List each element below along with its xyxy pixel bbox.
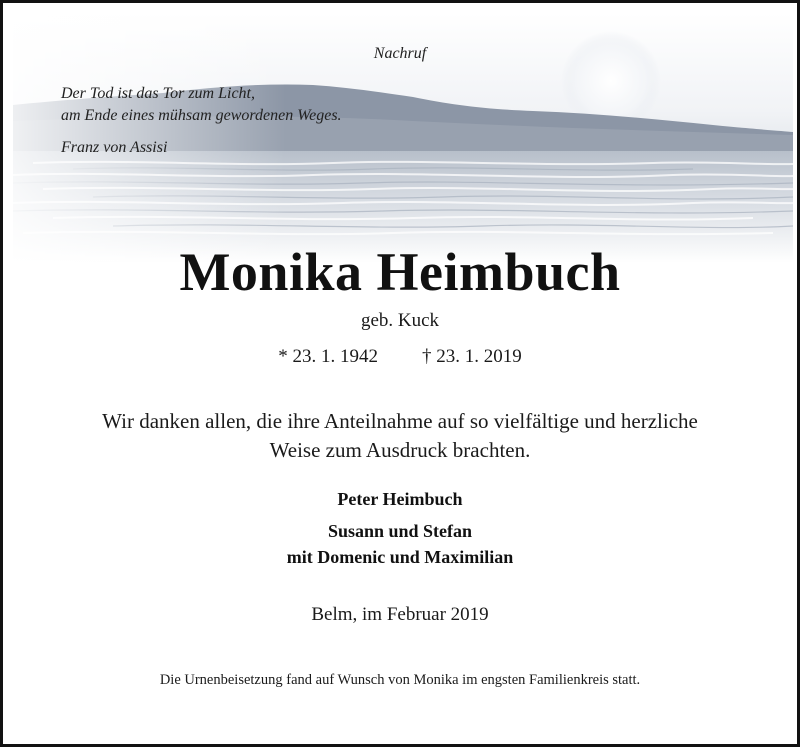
header-label: Nachruf	[373, 45, 427, 62]
place-date: Belm, im Februar 2019	[311, 604, 489, 625]
thanks-line: Wir danken allen, die ihre Anteilnahme auf so vielfältige und herzliche	[102, 409, 698, 433]
quote-block	[61, 83, 342, 159]
family-member: Peter Heimbuch	[337, 489, 463, 509]
death-date: † 23. 1. 2019	[422, 346, 522, 367]
life-dates	[3, 346, 797, 368]
family-member: mit Domenic und Maximilian	[286, 547, 514, 567]
quote-author: Franz von Assisi	[61, 139, 168, 156]
thanks-line: Weise zum Ausdruck brachten.	[269, 438, 531, 462]
burial-note: Die Urnenbeisetzung fand auf Wunsch von Monika im engsten Familienkreis statt.	[159, 672, 641, 688]
family-member: Susann und Stefan	[327, 521, 473, 541]
deceased-name: Monika Heimbuch	[179, 242, 621, 302]
quote-line: am Ende eines mühsam gewordenen Weges.	[61, 107, 342, 124]
thanks-text	[43, 407, 757, 465]
quote-line: Der Tod ist das Tor zum Licht,	[61, 85, 255, 102]
birth-date: * 23. 1. 1942	[278, 346, 378, 367]
maiden-name: geb. Kuck	[360, 310, 440, 331]
family-signatures	[3, 486, 797, 570]
